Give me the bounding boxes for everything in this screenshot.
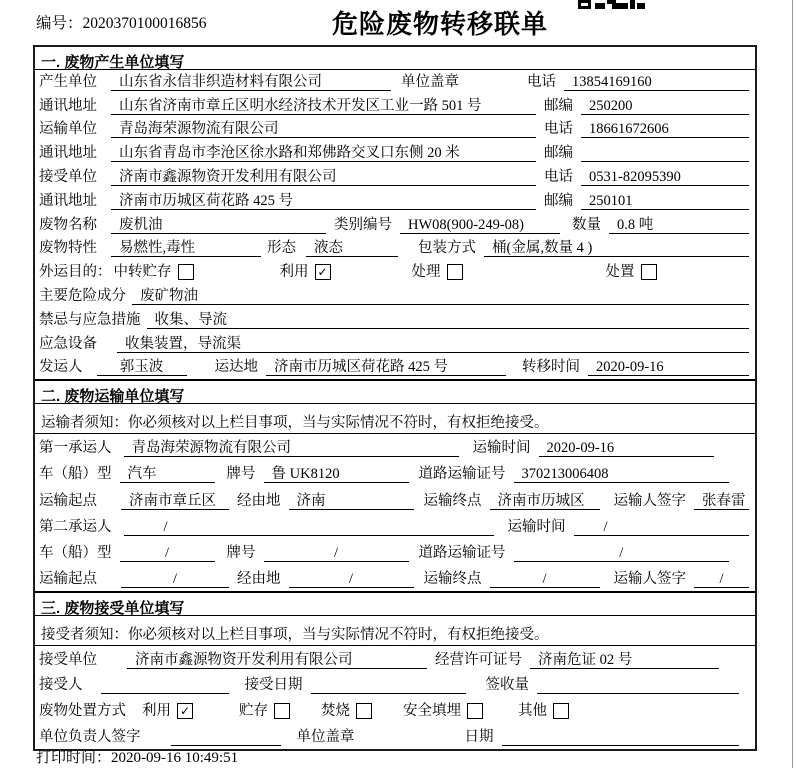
option-label: 利用 xyxy=(279,264,309,281)
plate-number2-value: / xyxy=(264,544,409,562)
section3-header: 三. 废物接受单位填写 xyxy=(35,591,755,616)
section3-body xyxy=(35,646,755,749)
road-permit2-label: 道路运输证号 xyxy=(418,544,506,561)
vehicle-type2-value: / xyxy=(120,544,215,562)
disposal-method-label: 废物处置方式 xyxy=(39,703,126,720)
serial-number-line xyxy=(36,11,207,33)
page-right-edge xyxy=(792,0,793,768)
destination-value: 济南市历城区荷花路 425 号 xyxy=(266,358,506,376)
route-start-label: 运输起点 xyxy=(39,492,97,509)
shipper-value: 郭玉波 xyxy=(97,358,187,376)
transport-address-value: 山东省青岛市李沧区徐水路和郑佛路交叉口东侧 20 米 xyxy=(111,144,536,162)
checkbox-unchecked-icon xyxy=(553,703,569,719)
transport-unit-label: 运输单位 xyxy=(39,121,97,138)
print-time-value: 2020-09-16 10:49:51 xyxy=(111,750,239,766)
hazard-components-label: 主要危险成分 xyxy=(39,287,126,304)
transfer-time-value: 2020-09-16 xyxy=(588,358,749,376)
waste-property-value: 易燃性,毒性 xyxy=(111,239,261,257)
plate-number2-label: 牌号 xyxy=(226,544,256,561)
row-receiver-unit xyxy=(35,165,755,189)
disposal-option-other xyxy=(518,702,569,720)
row-route-2 xyxy=(35,565,755,591)
option-label: 中转贮存 xyxy=(113,264,172,281)
carrier-notice: 运输者须知：你必须核对以上栏目事项，当与实际情况不符时，有权拒绝接受。 xyxy=(35,404,755,434)
row-first-carrier xyxy=(35,434,755,460)
emergency-equipment-label: 应急设备 xyxy=(39,335,97,352)
receiver-phone-label: 电话 xyxy=(544,168,573,185)
first-carrier-value: 青岛海荣源物流有限公司 xyxy=(124,439,459,457)
date-value xyxy=(502,728,740,746)
second-carrier-value: / xyxy=(124,518,494,536)
option-label: 安全填埋 xyxy=(403,703,461,720)
waste-name-label: 废物名称 xyxy=(39,216,97,233)
vehicle-type-label: 车（船）型 xyxy=(39,466,112,483)
transport-zip-label: 邮编 xyxy=(544,145,573,162)
checkbox-checked-icon: ✓ xyxy=(177,703,193,719)
first-carrier-label: 第一承运人 xyxy=(39,440,112,457)
acceptor-label: 接受人 xyxy=(39,677,83,694)
route2-start-label: 运输起点 xyxy=(39,571,97,588)
producer-address-label: 通讯地址 xyxy=(39,97,97,114)
carrier2-signature-label: 运输人签字 xyxy=(613,571,686,588)
purpose-option-utilize xyxy=(280,263,331,281)
vehicle-type2-label: 车（船）型 xyxy=(39,544,112,561)
transfer-manifest-form xyxy=(33,45,757,751)
disposal-option-incinerate xyxy=(321,702,372,720)
transport-time-label: 运输时间 xyxy=(472,440,531,457)
received-quantity-value xyxy=(537,676,739,694)
road-permit-value: 370213006408 xyxy=(514,465,730,483)
receiver-unit-value: 济南市鑫源物资开发利用有限公司 xyxy=(111,168,536,186)
row-transport-unit xyxy=(35,118,755,142)
row-emergency-measures xyxy=(35,308,755,332)
row-producer-address xyxy=(35,94,755,118)
accepting-unit-value: 济南市鑫源物资开发利用有限公司 xyxy=(127,651,427,669)
quantity-value: 0.8 吨 xyxy=(609,216,749,234)
checkbox-checked-icon: ✓ xyxy=(315,264,331,280)
row-emergency-equipment xyxy=(35,332,755,356)
option-label: 焚烧 xyxy=(321,703,350,720)
receiver-phone-value: 0531-82095390 xyxy=(581,168,749,186)
road-permit-label: 道路运输证号 xyxy=(418,466,506,483)
qr-block xyxy=(578,0,591,9)
producer-phone-label: 电话 xyxy=(527,73,556,90)
section1-header: 一. 废物产生单位填写 xyxy=(35,47,755,70)
row-receiver-address xyxy=(35,189,755,213)
purpose-option-treat xyxy=(412,263,463,281)
carrier-signature-value: 张春雷 xyxy=(694,492,749,510)
row-accepting-unit xyxy=(35,646,755,672)
plate-number-value: 鲁 UK8120 xyxy=(264,465,409,483)
row-outbound-purpose xyxy=(35,260,755,284)
option-label: 贮存 xyxy=(239,703,268,720)
plate-number-label: 牌号 xyxy=(226,466,256,483)
producer-unit-label: 产生单位 xyxy=(39,73,97,90)
road-permit2-value: / xyxy=(514,544,730,562)
qr-code-fragment xyxy=(578,0,646,9)
route-end-value: 济南市历城区 xyxy=(490,492,600,510)
received-quantity-label: 签收量 xyxy=(485,677,529,694)
qr-block xyxy=(595,3,605,9)
receiver-address-value: 济南市历城区荷花路 425 号 xyxy=(111,192,536,210)
row-vehicle-2 xyxy=(35,539,755,565)
print-time-label: 打印时间： xyxy=(36,750,112,766)
section2-body xyxy=(35,434,755,591)
section2-header: 二. 废物运输单位填写 xyxy=(35,379,755,404)
emergency-measures-label: 禁忌与应急措施 xyxy=(39,311,141,328)
checkbox-unchecked-icon xyxy=(467,703,483,719)
producer-zip-label: 邮编 xyxy=(544,97,573,114)
section1-body xyxy=(35,70,755,379)
receiver-zip-value: 250101 xyxy=(581,192,749,210)
emergency-measures-value: 收集、导流 xyxy=(147,311,750,329)
checkbox-unchecked-icon xyxy=(447,264,463,280)
receiver-notice: 接受者须知：你必须核对以上栏目事项，当与实际情况不符时，有权拒绝接受。 xyxy=(35,616,755,646)
form-state-label: 形态 xyxy=(267,240,296,257)
row-second-carrier xyxy=(35,513,755,539)
document-title: 危险废物转移联单 xyxy=(331,9,548,39)
vehicle-type-value: 汽车 xyxy=(120,465,215,483)
transfer-time-label: 转移时间 xyxy=(522,359,580,376)
license-number-label: 经营许可证号 xyxy=(435,651,522,668)
row-vehicle-1 xyxy=(35,460,755,486)
row-route-1 xyxy=(35,486,755,512)
category-code-label: 类别编号 xyxy=(334,216,392,233)
route-via-value: 济南 xyxy=(289,492,414,510)
accepting-unit-label: 接受单位 xyxy=(39,651,97,668)
route-start-value: 济南市章丘区 xyxy=(121,492,229,510)
producer-phone-value: 13854169160 xyxy=(564,73,749,91)
receiver-address-label: 通讯地址 xyxy=(39,192,97,209)
route-end-label: 运输终点 xyxy=(423,492,482,509)
unit-seal2-label: 单位盖章 xyxy=(296,728,355,745)
option-label: 处理 xyxy=(411,264,441,281)
producer-address-value: 山东省济南市章丘区明水经济技术开发区工业一路 501 号 xyxy=(111,97,536,115)
row-transport-address xyxy=(35,141,755,165)
packaging-value: 桶(金属,数量 4 ) xyxy=(484,239,749,257)
route2-end-value: / xyxy=(490,570,600,588)
qr-block xyxy=(637,3,645,9)
carrier2-signature-value: / xyxy=(694,570,749,588)
accept-date-label: 接受日期 xyxy=(244,677,303,694)
license-number-value: 济南危证 02 号 xyxy=(530,651,719,669)
unit-seal-label: 单位盖章 xyxy=(401,73,459,90)
route2-end-label: 运输终点 xyxy=(423,571,482,588)
producer-zip-value: 250200 xyxy=(581,97,749,115)
purpose-option-dispose xyxy=(606,263,657,281)
checkbox-unchecked-icon xyxy=(641,264,657,280)
option-label: 其他 xyxy=(518,703,547,720)
hazard-components-value: 废矿物油 xyxy=(132,287,749,305)
transport-time2-value: / xyxy=(574,518,750,536)
print-time-line xyxy=(36,746,238,767)
responsible-signature-label: 单位负责人签字 xyxy=(39,728,141,745)
checkbox-unchecked-icon xyxy=(178,264,194,280)
row-shipper xyxy=(35,356,755,380)
serial-label: 编号： xyxy=(36,15,83,32)
disposal-option-utilize xyxy=(142,702,193,720)
option-label: 处置 xyxy=(605,264,635,281)
second-carrier-label: 第二承运人 xyxy=(39,518,112,535)
checkbox-unchecked-icon xyxy=(356,703,372,719)
waste-name-value: 废机油 xyxy=(111,216,326,234)
row-waste-name xyxy=(35,213,755,237)
transport-zip-value xyxy=(581,144,749,162)
checkbox-unchecked-icon xyxy=(274,703,290,719)
transport-unit-value: 青岛海荣源物流有限公司 xyxy=(111,120,536,138)
responsible-signature-value xyxy=(171,728,281,746)
waste-property-label: 废物特性 xyxy=(39,240,97,257)
qr-block xyxy=(612,3,628,9)
acceptor-value xyxy=(101,676,229,694)
transport-phone-value: 18661672606 xyxy=(581,120,749,138)
row-hazard-components xyxy=(35,284,755,308)
option-label: 利用 xyxy=(142,703,171,720)
route2-start-value: / xyxy=(121,570,229,588)
emergency-equipment-value: 收集装置，导流渠 xyxy=(117,335,749,353)
disposal-option-landfill xyxy=(403,702,483,720)
receiver-unit-label: 接受单位 xyxy=(39,168,97,185)
producer-unit-value: 山东省永信非织造材料有限公司 xyxy=(111,73,391,91)
route-via-label: 经由地 xyxy=(237,492,281,509)
date-label: 日期 xyxy=(464,728,494,745)
row-producer-unit xyxy=(35,70,755,94)
serial-value: 2020370100016856 xyxy=(82,15,207,32)
outbound-purpose-label: 外运目的： xyxy=(39,264,112,281)
route2-via-label: 经由地 xyxy=(237,571,281,588)
transport-address-label: 通讯地址 xyxy=(39,145,97,162)
purpose-option-transfer-storage xyxy=(114,263,194,281)
quantity-label: 数量 xyxy=(572,216,601,233)
shipper-label: 发运人 xyxy=(39,359,83,376)
receiver-zip-label: 邮编 xyxy=(544,192,573,209)
category-code-value: HW08(900-249-08) xyxy=(400,216,560,234)
row-disposal-method xyxy=(35,697,755,723)
route2-via-value: / xyxy=(289,570,414,588)
destination-label: 运达地 xyxy=(214,359,258,376)
row-acceptor xyxy=(35,672,755,698)
qr-block xyxy=(630,0,635,9)
transport-time-value: 2020-09-16 xyxy=(539,439,714,457)
disposal-option-storage xyxy=(239,702,290,720)
carrier-signature-label: 运输人签字 xyxy=(613,492,686,509)
form-state-value: 液态 xyxy=(306,239,398,257)
transport-time2-label: 运输时间 xyxy=(507,518,566,535)
accept-date-value xyxy=(311,676,466,694)
transport-phone-label: 电话 xyxy=(544,121,573,138)
packaging-label: 包装方式 xyxy=(418,240,476,257)
row-waste-property xyxy=(35,237,755,261)
